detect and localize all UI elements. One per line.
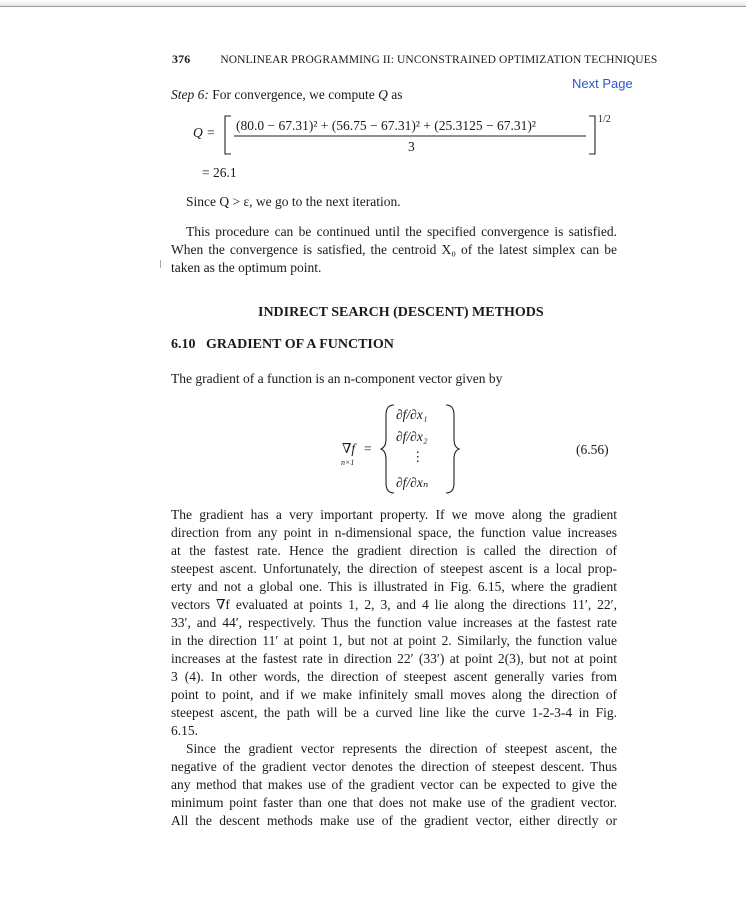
procedure-paragraph bbox=[171, 223, 617, 277]
q-result: = 26.1 bbox=[202, 165, 237, 180]
margin-mark bbox=[160, 260, 165, 268]
descent-paragraph bbox=[171, 740, 617, 830]
step6-suffix: as bbox=[391, 87, 403, 102]
text-line: any method that makes use of the gradient vector can be expected to give the bbox=[171, 777, 617, 792]
gradient-entry-ellipsis: ⋮ bbox=[411, 449, 425, 464]
text-line: All the descent methods make use of the gradient vector, either directly or bbox=[171, 813, 617, 828]
text-line: vectors ∇f evaluated at points 1, 2, 3, and 4 lie along the directions 11′, 22′, bbox=[171, 597, 617, 612]
step6-text: For convergence, we compute bbox=[212, 87, 375, 102]
step6-var: Q bbox=[378, 87, 388, 102]
text-line: negative of the gradient vector denotes the direction of steepest descent. Thus bbox=[171, 759, 617, 774]
text-line: at the fastest rate. Hence the gradient direction is called the direction of bbox=[171, 543, 617, 558]
text-line: direction from any point in n-dimensional space, the function value increases bbox=[171, 525, 617, 540]
page-number: 376 bbox=[172, 52, 191, 66]
subsection-title: GRADIENT OF A FUNCTION bbox=[206, 337, 394, 352]
gradient-paragraph bbox=[171, 506, 617, 740]
text-line: point to point, and if we make infinitely small moves along the direction of bbox=[171, 687, 617, 702]
gradient-entry-2: ∂f/∂x₂ bbox=[396, 429, 428, 444]
text-line: 3 (4). In other words, the direction of steepest ascent generally varies from bbox=[171, 669, 617, 684]
text-line: 6.15. bbox=[171, 723, 198, 738]
text-line: increases at the fastest rate in direction 22′ (33′) at point 2(3), but not at point bbox=[171, 651, 617, 666]
section-heading: INDIRECT SEARCH (DESCENT) METHODS bbox=[258, 305, 544, 320]
running-title: NONLINEAR PROGRAMMING II: UNCONSTRAINED OPTIMIZATION TECHNIQUES bbox=[220, 54, 658, 66]
text-line: 33′, and 44′, respectively. Thus the function value increases at the fastest rate bbox=[171, 615, 617, 630]
q-exponent: 1/2 bbox=[598, 114, 611, 125]
step6-label: Step 6: bbox=[171, 87, 209, 102]
viewer-top-border bbox=[0, 0, 746, 7]
subsection-number: 6.10 bbox=[171, 337, 196, 352]
subsection-heading bbox=[171, 337, 394, 353]
text-line: This procedure can be continued until the specified convergence is satisfied. bbox=[186, 224, 617, 239]
text-line: steepest ascent, the path will be a curved line like the curve 1-2-3-4 in Fig. bbox=[171, 705, 617, 720]
gradient-lhs-sub: n×1 bbox=[341, 458, 355, 467]
text-line: The gradient has a very important property. If we move along the gradient bbox=[171, 507, 617, 522]
gradient-equals: = bbox=[364, 441, 372, 456]
next-page-link[interactable]: Next Page bbox=[572, 76, 633, 91]
text-line: steepest ascent. Unfortunately, the direction of steepest ascent is a local prop- bbox=[171, 561, 617, 576]
q-lhs: Q = bbox=[193, 125, 216, 140]
running-header bbox=[172, 52, 657, 67]
text-line: When the convergence is satisfied, the centroid X₀ of the latest simplex can be bbox=[171, 242, 617, 257]
q-denominator: 3 bbox=[408, 139, 415, 154]
text-line: taken as the optimum point. bbox=[171, 260, 322, 275]
gradient-intro: The gradient of a function is an n-component vector given by bbox=[171, 371, 503, 386]
text-line: in the direction 11′ at point 1, but not at point 2. Similarly, the function value bbox=[171, 633, 617, 648]
gradient-lhs: ∇f bbox=[342, 441, 356, 456]
equation-number: (6.56) bbox=[576, 442, 609, 457]
text-line: minimum point faster than one that does not make use of the gradient vector. bbox=[171, 795, 617, 810]
since-line: Since Q > ε, we go to the next iteration. bbox=[186, 194, 401, 209]
q-numerator: (80.0 − 67.31)² + (56.75 − 67.31)² + (25.3125 − 67.31)² bbox=[236, 118, 536, 133]
step6-line bbox=[171, 86, 402, 104]
gradient-entry-1: ∂f/∂x₁ bbox=[396, 407, 428, 422]
gradient-entry-n: ∂f/∂xₙ bbox=[396, 475, 429, 490]
text-line: erty and not a global one. This is illustrated in Fig. 6.15, where the gradient bbox=[171, 579, 617, 594]
text-line: Since the gradient vector represents the direction of steepest ascent, the bbox=[186, 741, 617, 756]
